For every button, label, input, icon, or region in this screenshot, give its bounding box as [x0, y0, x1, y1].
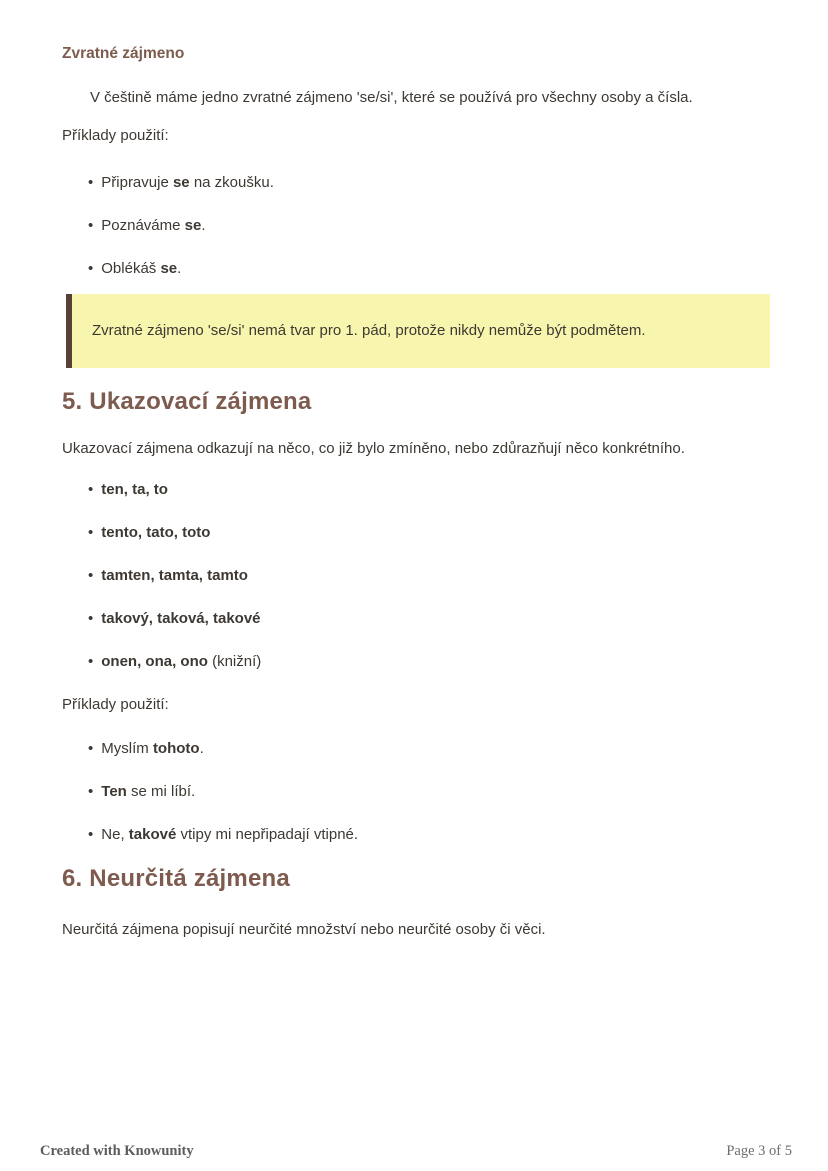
page-footer — [40, 1143, 792, 1160]
bullet-icon: • — [88, 481, 94, 498]
list-item — [88, 820, 770, 850]
list-item — [88, 647, 770, 677]
text-bold: Ten — [101, 783, 127, 800]
list-item-text — [101, 481, 168, 498]
bullet-icon: • — [88, 174, 94, 191]
text-bold: takové — [128, 826, 177, 843]
text-after: . — [201, 217, 206, 234]
text-after: vtipy mi nepřipadají vtipné. — [176, 826, 359, 843]
subsection-title-reflexive-pronoun: Zvratné zájmeno — [62, 45, 185, 62]
list-item — [88, 604, 770, 634]
text-bold: tamten, tamta, tamto — [101, 567, 248, 584]
text-before: Oblékáš — [101, 260, 161, 277]
list-item — [88, 734, 770, 764]
list-item-text — [101, 826, 358, 843]
demonstrative-examples-list — [62, 734, 770, 850]
text-after: (knižní) — [207, 653, 262, 670]
text-after: . — [199, 740, 204, 757]
list-item — [88, 777, 770, 807]
text-before: Poznáváme — [101, 217, 185, 234]
bullet-icon: • — [88, 567, 94, 584]
list-item-text — [101, 174, 274, 191]
list-item-text — [101, 524, 210, 541]
list-item — [88, 168, 770, 198]
list-item — [88, 211, 770, 241]
section-5-title: 5. Ukazovací zájmena — [62, 388, 312, 415]
text-after: na zkoušku. — [189, 174, 274, 191]
bullet-icon: • — [88, 217, 94, 234]
paragraph-reflexive-intro: V češtině máme jedno zvratné zájmeno 'se/si', které se používá pro všechny osoby a čísla. — [90, 89, 693, 106]
section-6-title: 6. Neurčitá zájmena — [62, 865, 290, 892]
page-number: Page 3 of 5 — [726, 1143, 792, 1159]
bullet-icon: • — [88, 783, 94, 800]
text-bold: onen, ona, ono — [101, 653, 208, 670]
callout-note-text: Zvratné zájmeno 'se/si' nemá tvar pro 1. pád, protože nikdy nemůže být podmětem. — [92, 322, 646, 339]
bullet-icon: • — [88, 653, 94, 670]
page-content — [62, 0, 770, 945]
demonstrative-pronouns-list — [62, 475, 770, 677]
text-before: Připravuje — [101, 174, 173, 191]
text-bold: tohoto — [152, 740, 200, 757]
text-after: se mi líbí. — [126, 783, 196, 800]
bullet-icon: • — [88, 826, 94, 843]
paragraph-section5-intro: Ukazovací zájmena odkazují na něco, co již bylo zmíněno, nebo zdůrazňují něco konkrétního. — [62, 440, 685, 457]
reflexive-examples-list — [62, 168, 770, 284]
examples-label-reflexive: Příklady použití: — [62, 127, 169, 144]
bullet-icon: • — [88, 610, 94, 627]
list-item — [88, 518, 770, 548]
list-item-text — [101, 740, 203, 757]
text-after: . — [177, 260, 182, 277]
bullet-icon: • — [88, 740, 94, 757]
list-item-text — [101, 260, 181, 277]
list-item — [88, 475, 770, 505]
footer-branding: Created with Knowunity — [40, 1143, 194, 1159]
list-item — [88, 254, 770, 284]
list-item-text — [101, 217, 205, 234]
bullet-icon: • — [88, 524, 94, 541]
callout-note-box — [66, 294, 770, 368]
text-bold: se — [172, 174, 190, 191]
text-bold: se — [184, 217, 202, 234]
bullet-icon: • — [88, 260, 94, 277]
list-item-text — [101, 567, 248, 584]
list-item-text — [101, 610, 260, 627]
text-bold: ten, ta, to — [101, 481, 168, 498]
list-item-text — [101, 653, 261, 670]
text-bold: se — [160, 260, 178, 277]
text-bold: tento, tato, toto — [101, 524, 211, 541]
text-before: Ne, — [101, 826, 129, 843]
paragraph-section6-intro: Neurčitá zájmena popisují neurčité množství nebo neurčité osoby či věci. — [62, 921, 546, 938]
text-bold: takový, taková, takové — [101, 610, 261, 627]
examples-label-section5: Příklady použití: — [62, 696, 169, 713]
list-item-text — [101, 783, 195, 800]
text-before: Myslím — [101, 740, 153, 757]
list-item — [88, 561, 770, 591]
